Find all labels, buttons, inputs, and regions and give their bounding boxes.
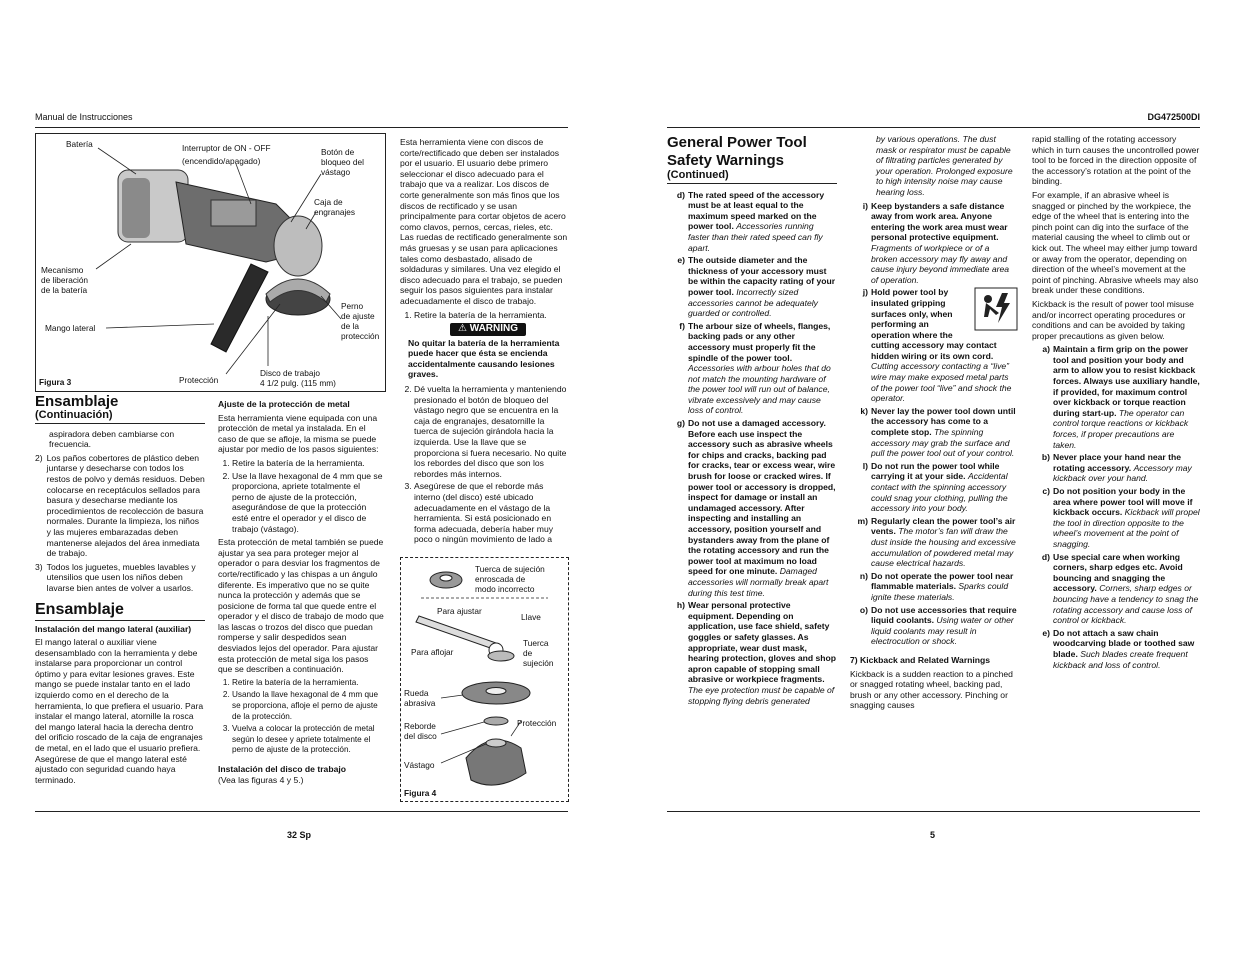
warning-item: f) The arbour size of wheels, flanges, backing pads or any other accessory must properly fit the spindle of the power tool. Accessories with arbour holes that do not match the mounting hardware of the power tool will run out of balance, vibrate excessively and may cause loss of control.	[679, 320, 831, 416]
flange-shape	[484, 717, 508, 725]
label-caja-1: Caja de	[314, 197, 343, 207]
label-proteccion: Protección	[517, 718, 557, 728]
label-disco-1: Disco de trabajo	[260, 368, 320, 378]
section-title-line-2: Safety Warnings	[667, 152, 784, 169]
label-tuerca-incorrecta-2: enroscada de	[475, 574, 526, 584]
paragraph: El mango lateral o auxiliar viene desensamblado con la herramienta y debe instalarse para proporcionar un control óptimo y para evitar lesiones graves. Este mango se puede instalar tanto en el lado izquierdo como en el derecho de la herramienta, lo que prefiera el usuario. Para instalar el mango lateral, atornille la rosca del mango lateral hacia la derecha dentro del orificio roscado de la caja de engranajes de metal, en el lado que el usuario prefiera. Asegúrese de que el mango lateral esté ajustado con seguridad cuando haya terminado.	[35, 637, 204, 785]
header-rule-left	[35, 127, 568, 128]
list-text: Todos los juguetes, muebles lavables y utensilios que usen los niños deben lavarse bien antes de volver a usarlos.	[46, 561, 196, 593]
steps-list	[218, 458, 384, 534]
paragraph: Kickback is a sudden reaction to a pinched or snagged rotating wheel, backing pad, brush or any other accessory. Pinching or snagging causes	[850, 668, 1013, 711]
figure-3	[35, 133, 386, 392]
paragraph: Esta herramienta viene equipada con una protección de metal ya instalada. En el caso de que se afloje, la misma se puede ajustar por medio de los pasos siguientes:	[218, 412, 379, 455]
column-5	[850, 134, 1018, 714]
column-4	[667, 134, 837, 709]
paragraph: Kickback is the result of power tool misuse and/or incorrect operating procedures or conditions and can be avoided by taking proper precautions as given below.	[1032, 298, 1194, 341]
warning-item: d) The rated speed of the accessory must be at least equal to the maximum speed marked on the power tool. Accessories running faster than their rated speed can fly apart.	[676, 189, 825, 253]
warning-item: l) Do not run the power tool while carrying it at your side. Accidental contact with the spinning accessory could snag your clothing, pulling the accessory into your body.	[862, 460, 1008, 514]
label-disco-2: 4 1/2 pulg. (115 mm)	[260, 378, 336, 388]
step: 2. Dé vuelta la herramienta y manteniendo presionado el botón de bloqueo del vástago negro que se encuentra en la caja de engranajes, desatornille la tuerca de sujeción girándola hacia la izquierda. Use la llave que se proporciona si fuera necesario. No quite los rebordes del disco que son los rebordes más internos.	[414, 384, 568, 479]
paragraph: rapid stalling of the rotating accessory which in turn causes the uncontrolled power tool to be forced in the direction opposite of the accessory’s rotation at the point of the binding.	[1032, 134, 1200, 187]
label-boton-3: vástago	[321, 167, 351, 177]
warnings-list	[850, 201, 1018, 647]
label-perno-1: Perno	[341, 301, 364, 311]
warnings-list	[667, 190, 837, 707]
header-right: DG472500DI	[1147, 112, 1200, 122]
label-perno-4: protección	[341, 331, 380, 341]
header-left: Manual de Instrucciones	[35, 112, 133, 122]
warning-item: e) The outside diameter and the thickness of your accessory must be within the capacity rating of your power tool. Incorrectly sized accessories cannot be adequately guarded or controlled.	[677, 255, 836, 319]
label-mango: Mango lateral	[45, 323, 96, 333]
column-2	[218, 399, 384, 788]
warning-item: o) Do not use accessories that require liquid coolants. Using water or other liquid coolants may result in electrocution or shock.	[859, 604, 1017, 647]
clamp-nut-shape	[488, 651, 514, 661]
label-proteccion: Protección	[179, 375, 219, 385]
page-number-right: 5	[930, 830, 936, 840]
label-llave: Llave	[521, 612, 541, 622]
warning-text: No quitar la batería de la herramienta puede hacer que ésta se encienda accidentalmente causando lesiones graves.	[408, 337, 560, 380]
subsection-heading: Instalación del mango lateral (auxiliar)	[35, 623, 192, 634]
label-mecanismo-2: de liberación	[41, 275, 89, 285]
label-reborde-2: del disco	[404, 731, 437, 741]
label-mecanismo-3: de la batería	[41, 285, 88, 295]
label-vastago: Vástago	[404, 760, 435, 770]
label-tuerca-1: Tuerca	[523, 638, 549, 648]
list-continuation: aspiradora deben cambiarse con frecuencia.	[49, 428, 175, 450]
header-rule-right	[667, 127, 1200, 128]
warning-item: i) Keep bystanders a safe distance away from work area. Anyone entering the work area must wear personal protective equipment. Fragments of workpiece or of a broken accessory may fly away and cause injury beyond immediate area of operation.	[862, 200, 1010, 285]
section-title-ensamblaje-2: Ensamblaje	[35, 602, 205, 621]
label-para-aflojar: Para aflojar	[411, 647, 454, 657]
paragraph: Esta herramienta viene con discos de corte/rectificado que deben ser instalados por el usuario. El usuario debe primero seleccionar el disco adecuado para el trabajo que va a realizar. Los discos de corte generalmente son más finos que los discos de rectificado y se usan principalmente para cortar objetos de acero como clavos, pernos, cercas, rieles, etc. Las ruedas de rectificado generalmente son más gruesas y se usan para aplicaciones tales como desbastado, alisado de soldaduras y similares. Una vez elegido el disco adecuado para el trabajo, se pueden seguir los pasos siguientes para instalar adecuadamente el disco de trabajo.	[400, 137, 568, 306]
label-tuerca-2: de	[523, 648, 533, 658]
step: 3. Vuelva a colocar la protección de metal según lo desee y apriete totalmente el perno de ajuste de la protección.	[232, 724, 384, 756]
label-interruptor-1: Interruptor de ON - OFF	[182, 143, 271, 153]
label-rueda-1: Rueda	[404, 688, 429, 698]
paragraph: For example, if an abrasive wheel is snagged or pinched by the workpiece, the edge of the wheel that is entering into the pinch point can dig into the surface of the material causing the wheel to climb out or kick out. The wheel may either jump toward or away from the operator, depending on direction of the wheel’s movement at the point of pinching. Abrasive wheels may also break under these conditions.	[1032, 189, 1199, 296]
wrench-shape	[416, 616, 499, 650]
warning-item: h) Wear personal protective equipment. Depending on application, use face shield, safety goggles or safety glasses. As appropriate, wear dust mask, hearing protection, gloves and shop apron capable of stopping small abrasive or workpiece fragments. The eye protection must be capable of stopping flying debris generated	[676, 600, 837, 706]
steps-list	[218, 678, 384, 756]
step: 1. Retire la batería de la herramienta.	[232, 458, 384, 469]
tool-label	[211, 200, 256, 226]
paragraph: Esta protección de metal también se puede ajustar ya sea para proteger mejor al operador o para desviar los fragmentos de corte/rectificado y las chispas a un ángulo diferente. Es imperativo que no se quite nunca la protección y además que se posicione de forma tal que quede entre el operador y el disco de trabajo de modo que las lascas o trozos del disco que puedan romperse y salir despedidos sean desviados lejos del operador. Para ajustar esta protección de metal siga los pasos que se describen a continuación.	[218, 537, 384, 675]
step: 3. Asegúrese de que el reborde más interno (del disco) esté ubicado adecuadamente en el vástago de la herramienta. Si está posicionado en forma adecuada, debería haber muy poco o ningún movimiento de lado a	[414, 481, 568, 545]
step: 1. Retire la batería de la herramienta.	[232, 678, 384, 689]
warning-triangle-icon: ⚠	[457, 323, 467, 335]
subsection-heading: 7) Kickback and Related Warnings	[850, 654, 991, 665]
column-3	[400, 137, 568, 548]
label-para-ajustar: Para ajustar	[437, 606, 482, 616]
warning-item: d) Use special care when working corners, sharp edges etc. Avoid bouncing and snagging the accessory. Corners, sharp edges or bouncing have a tendency to snag the rotating accessory and cause loss of control or kickback.	[1041, 551, 1199, 626]
gearbox-shape	[274, 216, 322, 276]
battery-end	[122, 178, 150, 238]
list-number: 3)	[35, 561, 43, 572]
figure-reference: (Vea las figuras 4 y 5.)	[218, 774, 304, 785]
step: 1. Retire la batería de la herramienta.	[414, 310, 568, 321]
steps-list	[400, 384, 568, 545]
label-interruptor-2: (encendido/apagado)	[182, 156, 261, 166]
step: 2. Use la llave hexagonal de 4 mm que se proporciona, apriete totalmente el perno de ajuste de la protección, asegurándose de que la protección esté entre el operador y el disco de trabajo (vástago).	[232, 471, 384, 535]
steps-list	[400, 310, 568, 321]
label-perno-3: de la	[341, 321, 359, 331]
column-6	[1032, 134, 1200, 673]
kickback-list	[1032, 344, 1200, 670]
warning-item: k) Never lay the power tool down until the accessory has come to a complete stop. The spinning accessory may grab the surface and pull the power tool out of your control.	[860, 405, 1016, 459]
warning-item: m) Regularly clean the power tool’s air vents. The motor’s fan will draw the dust inside the housing and excessive accumulation of powdered metal may cause electrical hazards.	[857, 515, 1016, 569]
figure-4	[400, 557, 569, 802]
warning-continuation: by various operations. The dust mask or respirator must be capable of filtrating particles generated by your operation. Prolonged exposure to high intensity noise may cause hearing loss.	[876, 134, 1013, 197]
warning-item: j) Hold power tool by insulated gripping surfaces only, when performing an operation where the cutting accessory may contact hidden wiring or its own cord. Cutting accessory contacting a “live” wire may make exposed metal parts of the power tool “live” and shock the operator.	[850, 287, 1018, 404]
step: 2. Usando la llave hexagonal de 4 mm que se proporciona, afloje el perno de ajuste de la protección.	[232, 690, 384, 722]
warning-item: n) Do not operate the power tool near flammable materials. Sparks could ignite these materials.	[859, 570, 1014, 602]
footer-rule-right	[667, 811, 1200, 812]
warning-box	[408, 323, 568, 380]
label-tuerca-3: sujeción	[523, 658, 554, 668]
section-title-line-1: General Power Tool	[667, 134, 807, 151]
footer-rule-left	[35, 811, 568, 812]
label-boton-2: bloqueo del	[321, 157, 364, 167]
warning-item: a) Maintain a firm grip on the power tool and position your body and arm to allow you to resist kickback forces. Always use auxiliary handle, if provided, for maximum control over kickback or torque reaction during start-up. The operator can control torque reactions or kickback forces, if proper precautions are taken.	[1042, 344, 1200, 450]
label-perno-2: de ajuste	[341, 311, 375, 321]
warning-badge	[450, 323, 526, 336]
electric-shock-icon	[974, 287, 1018, 331]
figure-3-caption: Figura 3	[39, 377, 72, 387]
list-item	[35, 562, 205, 594]
label-tuerca-incorrecta-3: modo incorrecto	[475, 584, 535, 594]
warning-item: g) Do not use a damaged accessory. Before each use inspect the accessory such as abrasive wheels for chips and cracks, backing pad for cracks, tear or excess wear, wire brush for loose or cracked wires. If power tool or accessory is dropped, inspect for damage or install an undamaged accessory. After inspecting and installing an accessory, position yourself and bystanders away from the plane of the rotating accessory and run the power tool at maximum no load speed for one minute. Damaged accessories will normally break apart during this test time.	[676, 418, 836, 598]
subsection-heading: Ajuste de la protección de metal	[218, 399, 350, 409]
list-text: Los paños cobertores de plástico deben juntarse y desecharse con todos los restos de polvo y demás residuos. Deben colocarse en receptáculos sellados para basura y desecharse mediante los procedimientos de recolección de basura normales. Durante la limpieza, los niños y las mujeres embarazadas deben mantenerse alejados del área inmediata de trabajo.	[46, 452, 205, 559]
warning-label: WARNING	[469, 323, 519, 335]
section-subtitle: (Continued)	[667, 170, 837, 184]
section-title-ensamblaje: Ensamblaje	[35, 393, 119, 410]
warning-item: b) Never place your hand near the rotating accessory. Accessory may kickback over your hand.	[1041, 452, 1192, 484]
label-mecanismo-1: Mecanismo	[41, 265, 84, 275]
list-number: 2)	[35, 452, 43, 463]
label-reborde-1: Reborde	[404, 721, 436, 731]
side-handle-shape	[211, 264, 268, 352]
column-1	[35, 394, 205, 788]
label-bateria: Batería	[66, 139, 93, 149]
label-tuerca-incorrecta-1: Tuerca de sujeción	[475, 564, 545, 574]
page-number-left: 32 Sp	[287, 830, 312, 840]
label-boton-1: Botón de	[321, 147, 355, 157]
subsection-heading: Instalación del disco de trabajo	[218, 764, 346, 774]
label-caja-2: engranajes	[314, 207, 356, 217]
warning-item: e) Do not attach a saw chain woodcarving blade or toothed saw blade. Such blades create frequent kickback and loss of control.	[1042, 627, 1195, 670]
section-subtitle: (Continuación)	[35, 410, 205, 424]
figure-4-caption: Figura 4	[404, 788, 437, 798]
label-rueda-2: abrasiva	[404, 698, 436, 708]
list-item	[35, 453, 205, 559]
warning-item: c) Do not position your body in the area where power tool will move if kickback occurs. Kickback will propel the tool in direction opposite to the wheel’s movement at the point of snagging.	[1042, 486, 1200, 549]
